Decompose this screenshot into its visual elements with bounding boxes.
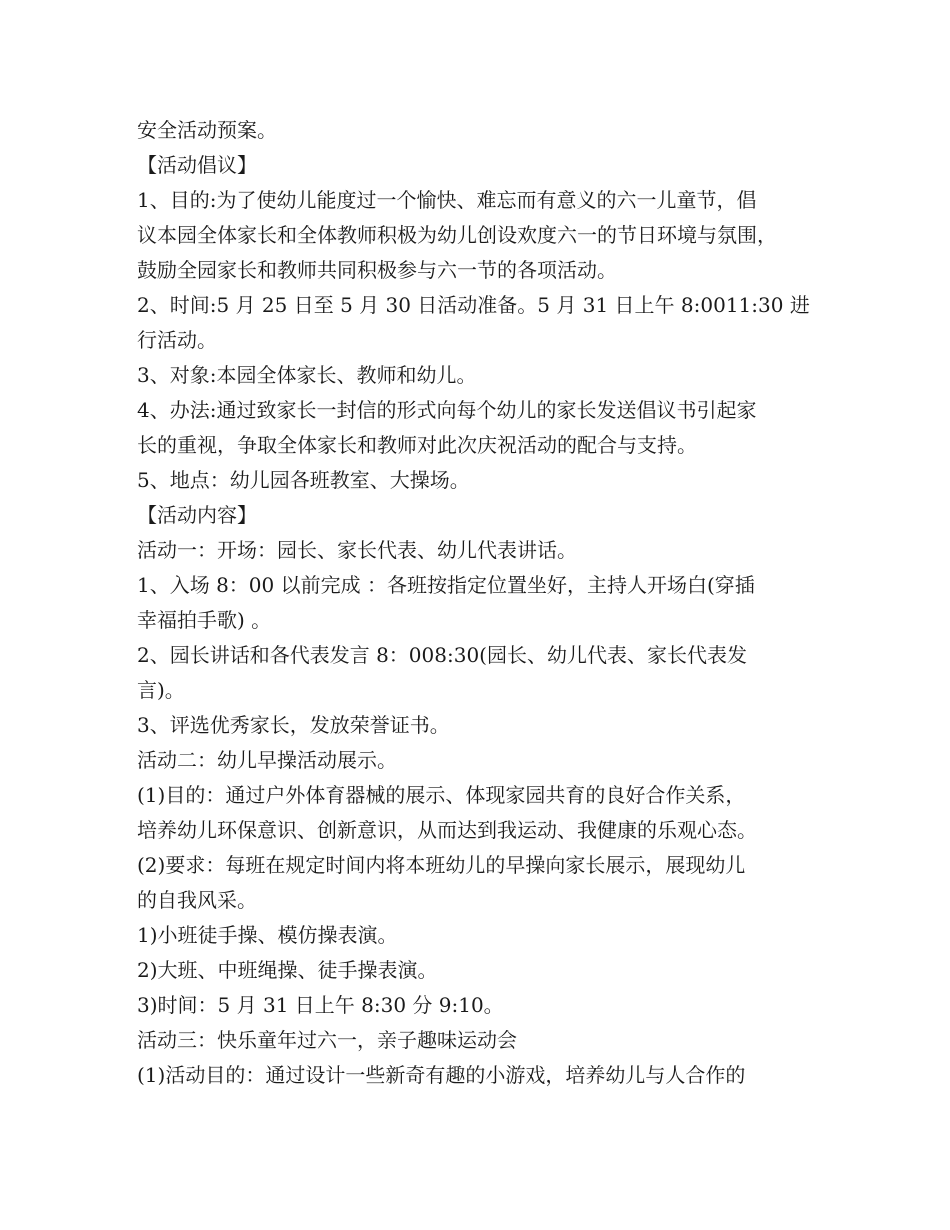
text-line: (1)活动目的：通过设计一些新奇有趣的小游戏，培养幼儿与人合作的 [137,1063,746,1087]
section-heading: 【活动内容】 [137,503,257,527]
text-line: 议本园全体家长和全体教师积极为幼儿创设欢度六一的节日环境与氛围， [137,223,777,247]
text-line: 鼓励全园家长和教师共同积极参与六一节的各项活动。 [137,258,617,282]
text-line: 2、园长讲话和各代表发言 8：008:30(园长、幼儿代表、家长代表发 [137,643,747,667]
text-line: (1)目的：通过户外体育器械的展示、体现家园共育的良好合作关系， [137,783,746,807]
text-line: 1、目的:为了使幼儿能度过一个愉快、难忘而有意义的六一儿童节，倡 [137,188,757,212]
text-line: 5、地点：幼儿园各班教室、大操场。 [137,468,470,492]
text-line: 活动三：快乐童年过六一，亲子趣味运动会 [137,1028,517,1052]
section-heading: 【活动倡议】 [137,153,257,177]
text-line: 2、时间:5 月 25 日至 5 月 30 日活动准备。5 月 31 日上午 8:0011:30 进 [137,293,810,317]
text-line: 培养幼儿环保意识、创新意识，从而达到我运动、我健康的乐观心态。 [137,818,757,842]
text-line: 1、入场 8：00 以前完成 ：各班按指定位置坐好，主持人开场白(穿插 [137,573,755,597]
text-line: 行活动。 [137,328,217,352]
text-line: 言)。 [137,678,185,702]
text-line: 长的重视，争取全体家长和教师对此次庆祝活动的配合与支持。 [137,433,697,457]
text-line: 幸福拍手歌) 。 [137,608,272,632]
text-line: 1)小班徒手操、模仿操表演。 [137,923,398,947]
document-body [137,113,827,1093]
text-line: 的自我风采。 [137,888,257,912]
text-line: 2)大班、中班绳操、徒手操表演。 [137,958,438,982]
text-line: 3、评选优秀家长，发放荣誉证书。 [137,713,450,737]
text-line: (2)要求：每班在规定时间内将本班幼儿的早操向家长展示，展现幼儿 [137,853,746,877]
text-line: 活动一：开场：园长、家长代表、幼儿代表讲话。 [137,538,577,562]
text-line: 3、对象:本园全体家长、教师和幼儿。 [137,363,477,387]
text-line: 4、办法:通过致家长一封信的形式向每个幼儿的家长发送倡议书引起家 [137,398,757,422]
text-line: 活动二：幼儿早操活动展示。 [137,748,397,772]
text-line: 3)时间：5 月 31 日上午 8:30 分 9:10。 [137,993,504,1017]
text-line: 安全活动预案。 [137,118,277,142]
